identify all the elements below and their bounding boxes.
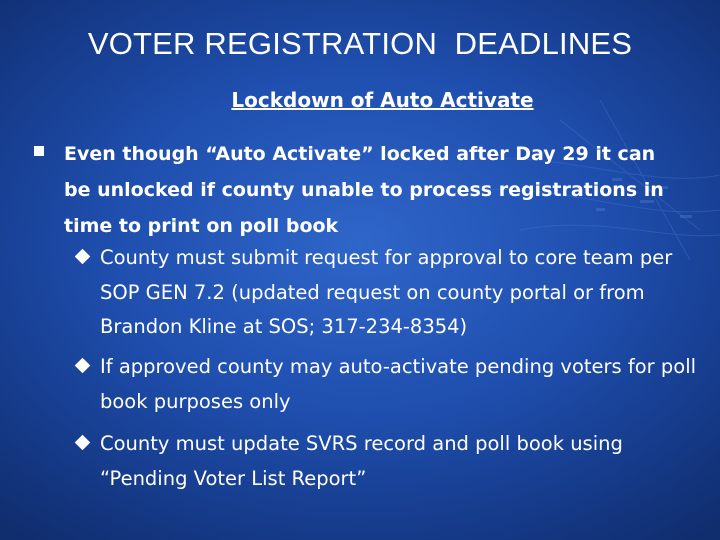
square-bullet-icon [34, 146, 44, 156]
sub-bullet-text: County must submit request for approval to core team per SOP GEN 7.2 (updated request on county portal or from Brandon Kline at SOS; 317-234-8354) [100, 246, 673, 338]
sub-bullet-text: County must update SVRS record and poll book using “Pending Voter List Report” [100, 432, 623, 490]
main-bullet-text: Even though “Auto Activate” locked after Day 29 it can be unlocked if county unable to process registrations in time to print on poll book [64, 143, 664, 237]
slide-title: VOTER REGISTRATION DEADLINES [87, 26, 633, 61]
slide-subtitle: Lockdown of Auto Activate [231, 88, 534, 112]
sub-bullet-text: If approved county may auto-activate pending voters for poll book purposes only [100, 355, 697, 413]
